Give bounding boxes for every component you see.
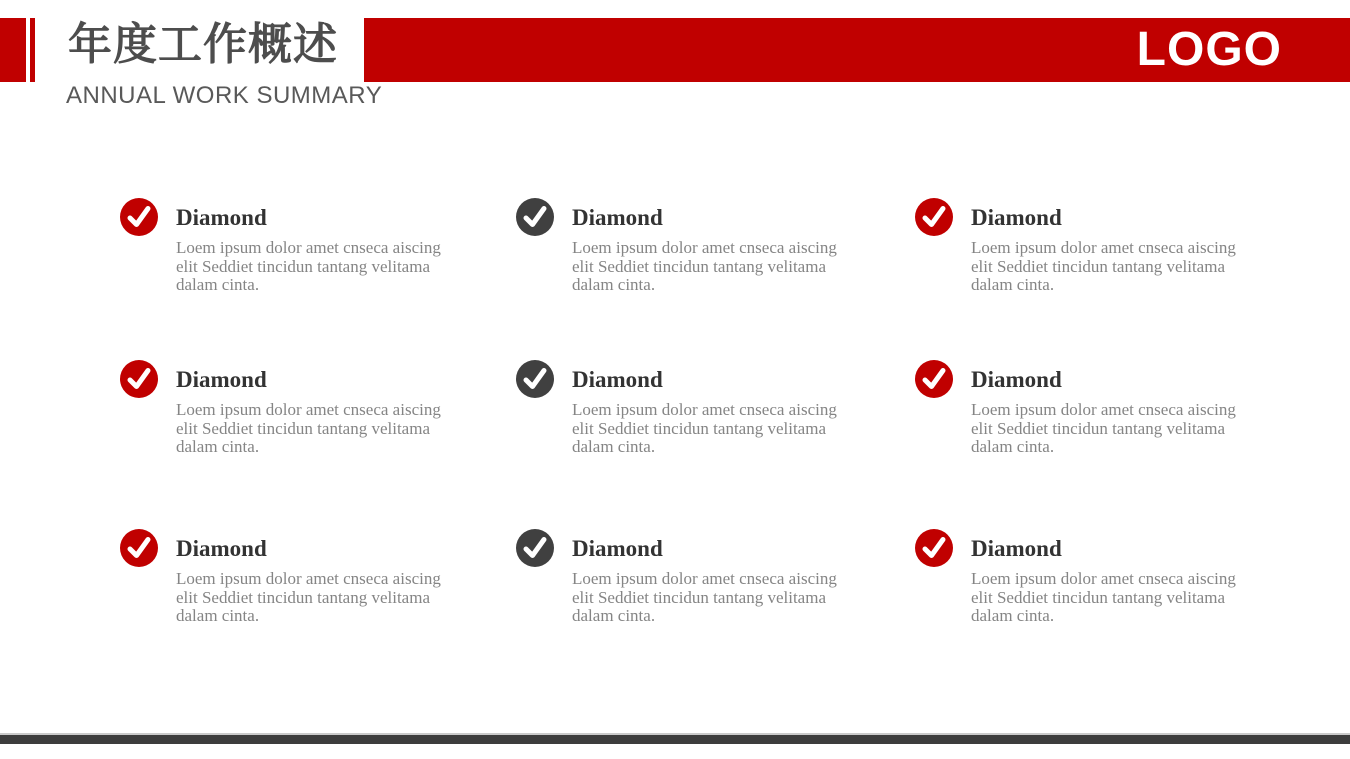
check-circle [120, 360, 158, 398]
check-icon [516, 198, 554, 236]
check-icon [516, 529, 554, 567]
item-title: Diamond [572, 536, 663, 561]
check-icon [120, 198, 158, 236]
item-title: Diamond [572, 367, 663, 392]
check-icon [915, 529, 953, 567]
item-body: Loem ipsum dolor amet cnseca aiscing elit Seddiet tincidun tantang velitama dalam cinta. [971, 569, 1236, 626]
item-text-block [176, 529, 452, 626]
item-body: Loem ipsum dolor amet cnseca aiscing elit Seddiet tincidun tantang velitama dalam cinta. [176, 400, 441, 457]
check-circle [120, 529, 158, 567]
check-circle [516, 360, 554, 398]
check-circle [915, 360, 953, 398]
item-title: Diamond [971, 367, 1062, 392]
item-text-block [176, 360, 452, 457]
item-text-block [572, 198, 848, 295]
page-title: 年度工作概述 [68, 20, 338, 69]
logo-banner [364, 18, 1350, 82]
item-text-block [971, 529, 1247, 626]
item-title: Diamond [572, 205, 663, 230]
check-circle [915, 198, 953, 236]
item-title: Diamond [176, 205, 267, 230]
item-title: Diamond [971, 536, 1062, 561]
check-icon [915, 198, 953, 236]
item-text-block [572, 529, 848, 626]
item-body: Loem ipsum dolor amet cnseca aiscing elit Seddiet tincidun tantang velitama dalam cinta. [971, 400, 1236, 457]
item-body: Loem ipsum dolor amet cnseca aiscing elit Seddiet tincidun tantang velitama dalam cinta. [971, 238, 1236, 295]
check-circle [915, 529, 953, 567]
item-text-block [572, 360, 848, 457]
item-text-block [176, 198, 452, 295]
page-subtitle: ANNUAL WORK SUMMARY [66, 82, 383, 109]
check-icon [120, 360, 158, 398]
footer-bar [0, 735, 1350, 744]
check-circle [516, 529, 554, 567]
header-accent-bar-thick [0, 18, 26, 82]
item-body: Loem ipsum dolor amet cnseca aiscing elit Seddiet tincidun tantang velitama dalam cinta. [572, 400, 837, 457]
item-text-block [971, 198, 1247, 295]
check-circle [120, 198, 158, 236]
logo-text: LOGO [1136, 23, 1282, 76]
header-accent-bar-thin [30, 18, 35, 82]
item-title: Diamond [176, 367, 267, 392]
check-icon [516, 360, 554, 398]
item-body: Loem ipsum dolor amet cnseca aiscing elit Seddiet tincidun tantang velitama dalam cinta. [176, 238, 441, 295]
item-title: Diamond [176, 536, 267, 561]
item-body: Loem ipsum dolor amet cnseca aiscing elit Seddiet tincidun tantang velitama dalam cinta. [572, 238, 837, 295]
item-body: Loem ipsum dolor amet cnseca aiscing elit Seddiet tincidun tantang velitama dalam cinta. [572, 569, 837, 626]
item-text-block [971, 360, 1247, 457]
item-title: Diamond [971, 205, 1062, 230]
item-body: Loem ipsum dolor amet cnseca aiscing elit Seddiet tincidun tantang velitama dalam cinta. [176, 569, 441, 626]
check-circle [516, 198, 554, 236]
check-icon [915, 360, 953, 398]
check-icon [120, 529, 158, 567]
